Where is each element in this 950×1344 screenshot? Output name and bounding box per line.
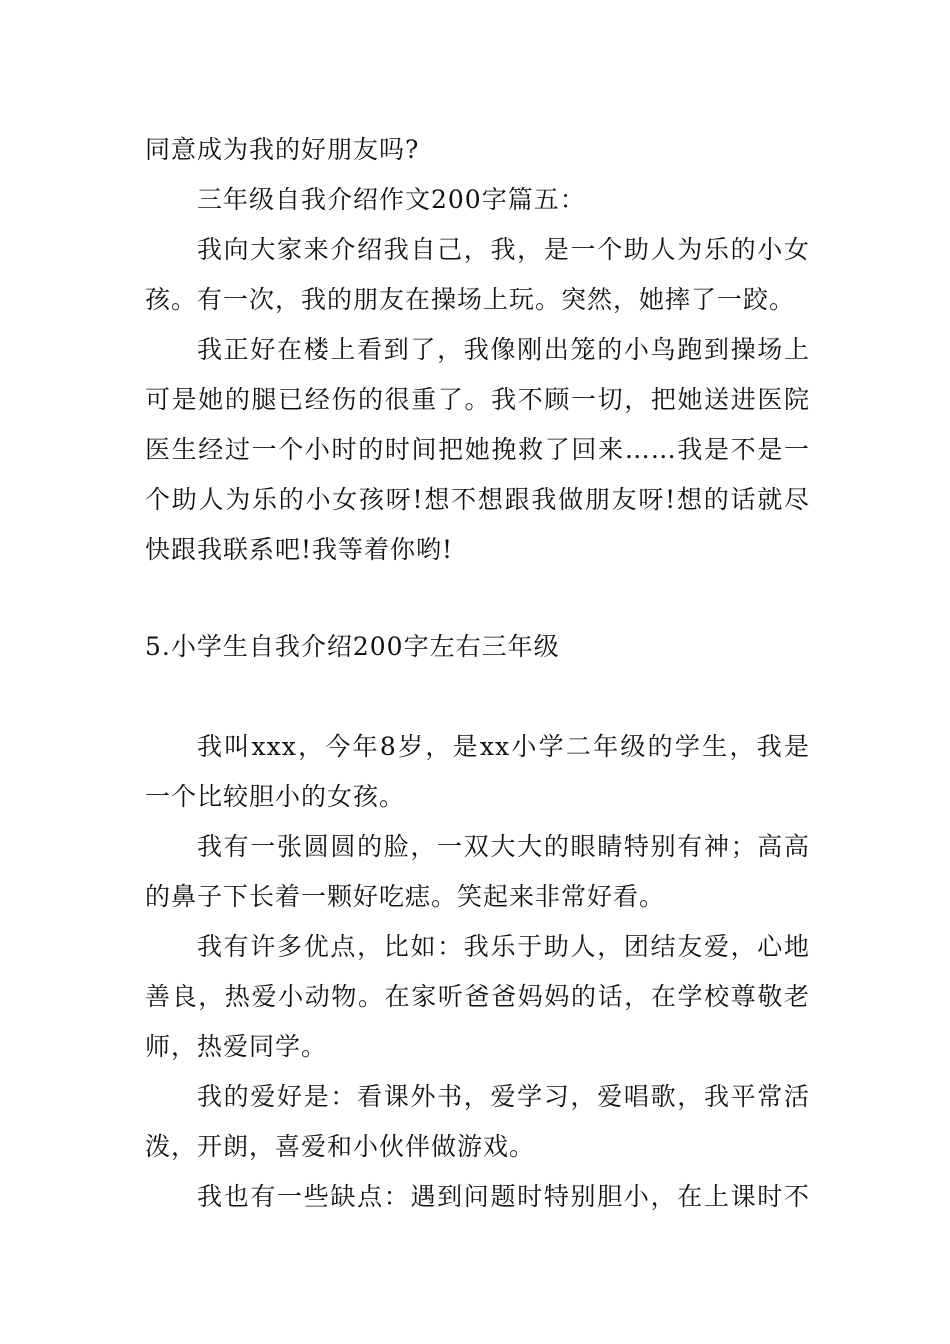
text-line: 我也有一些缺点：遇到问题时特别胆小，在上课时不 [197,1182,810,1211]
text-line: 我正好在楼上看到了，我像刚出笼的小鸟跑到操场上 [197,335,810,364]
text-line: 一个比较胆小的女孩。 [145,782,406,811]
text-line: 的鼻子下长着一颗好吃痣。笑起来非常好看。 [145,882,666,911]
text-line: 师，热爱同学。 [145,1032,328,1061]
text-line: 善良，热爱小动物。在家听爸爸妈妈的话，在学校尊敬老 [145,982,810,1011]
text-line: 同意成为我的好朋友吗? [145,135,420,164]
text-line: 我有许多优点，比如：我乐于助人，团结友爱，心地 [197,932,810,961]
text-line: 可是她的腿已经伤的很重了。我不顾一切，把她送进医院 [145,385,810,414]
text-line: 我向大家来介绍我自己，我，是一个助人为乐的小女 [197,235,810,264]
text-line: 我有一张圆圆的脸，一双大大的眼睛特别有神；高高 [197,832,810,861]
text-line: 医生经过一个小时的时间把她挽救了回来……我是不是一 [145,435,810,464]
subheading: 三年级自我介绍作文200字篇五： [197,185,586,214]
text-line: 孩。有一次，我的朋友在操场上玩。突然，她摔了一跤。 [145,285,796,314]
text-line: 个助人为乐的小女孩呀!想不想跟我做朋友呀!想的话就尽 [145,485,810,514]
text-line: 快跟我联系吧!我等着你哟! [145,535,454,564]
section-heading: 5.小学生自我介绍200字左右三年级 [145,632,560,661]
text-line: 我叫xxx，今年8岁，是xx小学二年级的学生，我是 [197,732,810,761]
text-line: 泼，开朗，喜爱和小伙伴做游戏。 [145,1132,536,1161]
text-line: 我的爱好是：看课外书，爱学习，爱唱歌，我平常活 [197,1082,810,1111]
